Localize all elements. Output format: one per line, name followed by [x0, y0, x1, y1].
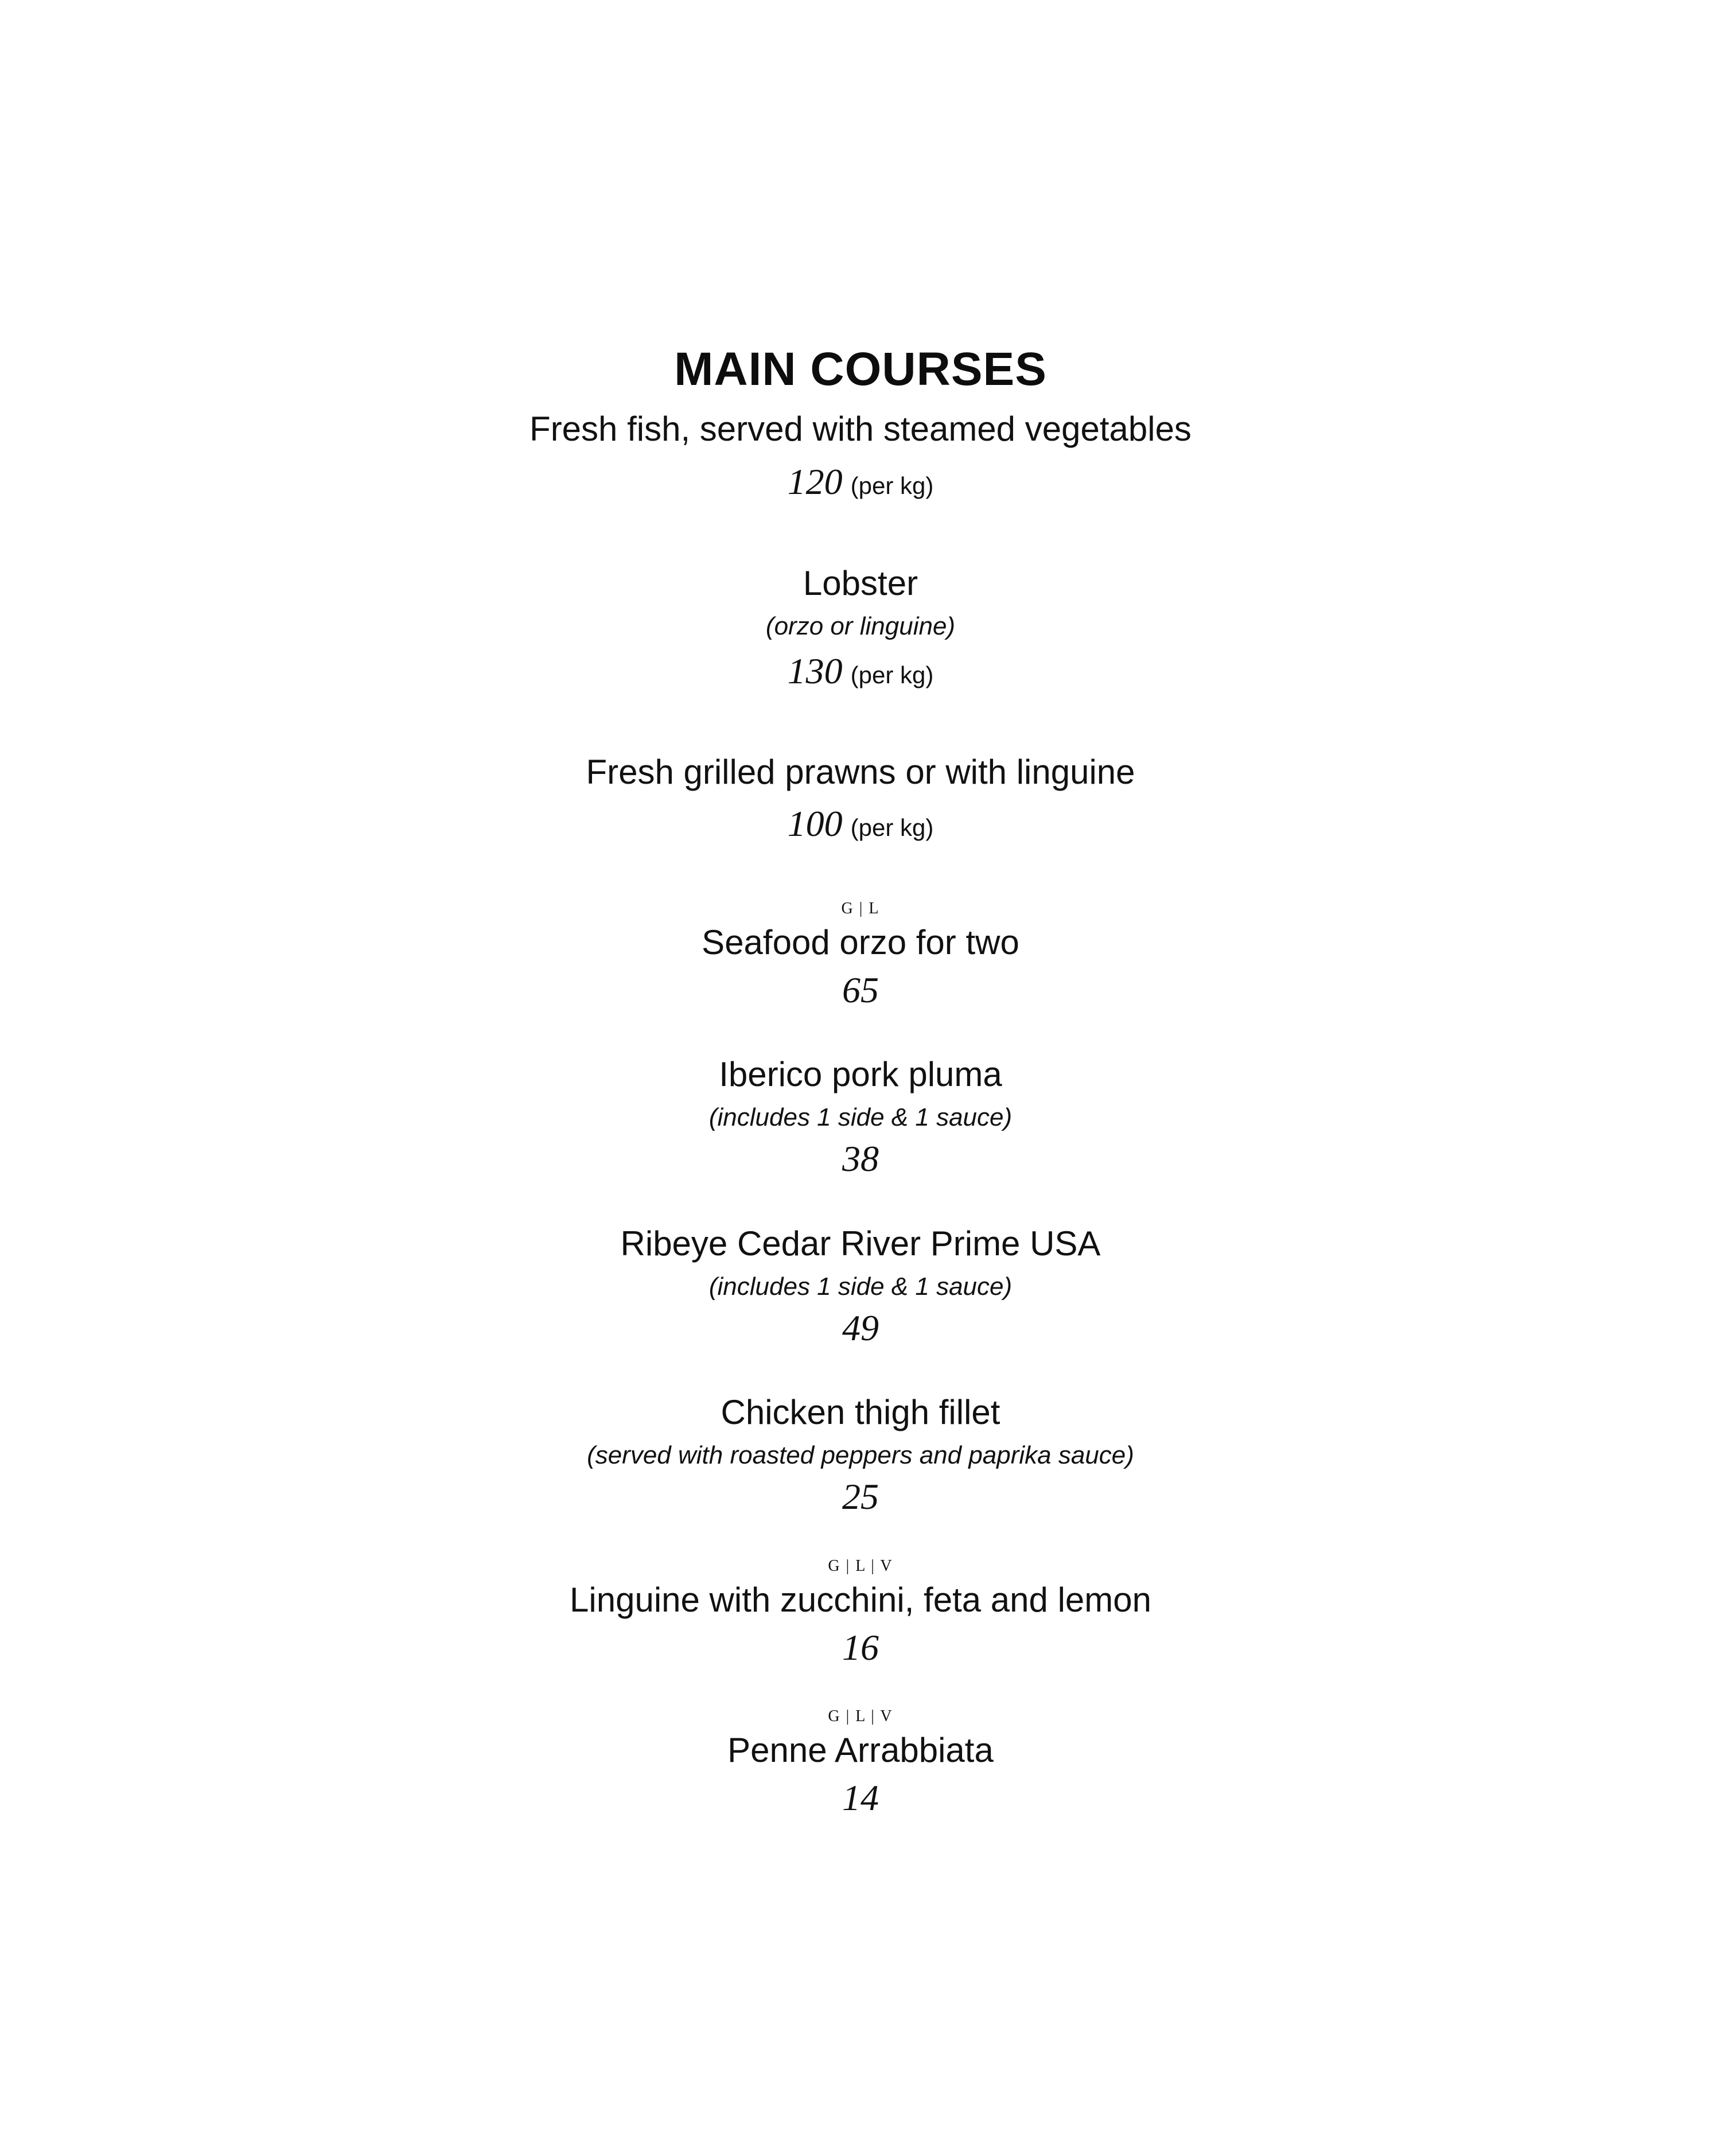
menu-item-price-line	[0, 1474, 1721, 1530]
menu-item-name: Fresh fish, served with steamed vegetables	[529, 410, 1192, 448]
page-title: MAIN COURSES	[674, 343, 1047, 395]
menu-item-price-line	[0, 459, 1721, 515]
menu-item-name: Lobster	[803, 564, 918, 602]
menu-item-price: 120	[787, 461, 843, 502]
menu-item-name: Fresh grilled prawns or with linguine	[586, 753, 1135, 791]
dietary-tags: G | L | V	[828, 1557, 893, 1575]
menu-item-note: (includes 1 side & 1 sauce)	[708, 1272, 1013, 1301]
menu-item-price: 38	[842, 1138, 879, 1179]
dietary-tags: G | L | V	[828, 1707, 893, 1725]
menu-item-name: Chicken thigh fillet	[721, 1393, 1000, 1431]
menu-item-name: Linguine with zucchini, feta and lemon	[570, 1581, 1151, 1619]
menu-item-price: 14	[842, 1777, 879, 1818]
menu-item-price: 16	[842, 1627, 879, 1668]
menu-item-price-line	[0, 1775, 1721, 1831]
menu-item-price: 65	[842, 970, 879, 1010]
menu-item-price-line	[0, 967, 1721, 1023]
menu-item-price-line	[0, 1136, 1721, 1192]
menu-item-price-line	[0, 1625, 1721, 1680]
menu-item-price-line	[0, 648, 1721, 704]
menu-item-price-line	[0, 801, 1721, 857]
dietary-tags: G | L	[841, 900, 880, 917]
menu-item-name: Seafood orzo for two	[702, 923, 1019, 962]
menu-item-name: Iberico pork pluma	[719, 1055, 1002, 1093]
menu-item-note: (includes 1 side & 1 sauce)	[708, 1103, 1013, 1131]
menu-item-note: (served with roasted peppers and paprika sauce)	[587, 1441, 1134, 1469]
menu-item-price: 25	[842, 1476, 879, 1517]
menu-item-unit: (per kg)	[850, 472, 934, 499]
menu-item-unit: (per kg)	[850, 814, 934, 841]
menu-item-price: 49	[842, 1307, 879, 1348]
menu-item-name: Ribeye Cedar River Prime USA	[620, 1224, 1101, 1263]
menu-item-price: 100	[787, 803, 843, 844]
menu-item-name: Penne Arrabbiata	[727, 1731, 994, 1769]
menu-item-price-line	[0, 1305, 1721, 1361]
menu-item-note: (orzo or linguine)	[765, 612, 956, 640]
menu-item-price: 130	[787, 651, 843, 691]
menu-item-unit: (per kg)	[850, 661, 934, 688]
